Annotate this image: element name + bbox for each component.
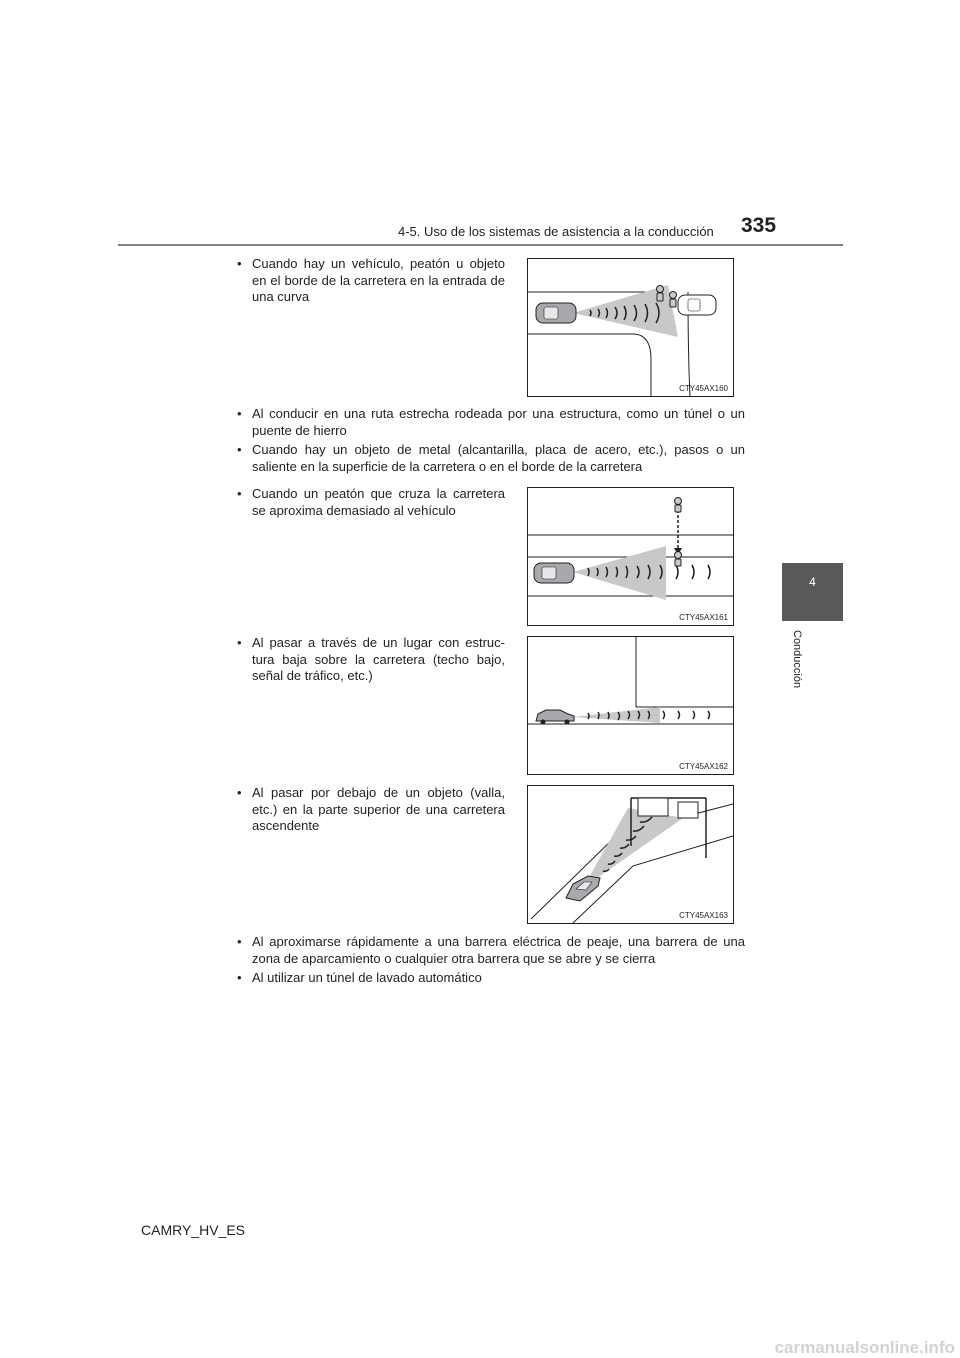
svg-text:carmanualsonline.info: carmanualsonline.info — [774, 1338, 955, 1357]
figure-code: CTY45AX163 — [679, 911, 728, 920]
uphill-overhead-illustration — [528, 786, 733, 923]
watermark-logo — [750, 1336, 960, 1358]
list-item-text: Al aproximarse rápidamente a una barrera eléctrica de peaje, una barrera de una zona de aparcamiento o cualquier otra barrera que se abre y se cierra — [252, 934, 745, 966]
model-code: CAMRY_HV_ES — [141, 1222, 246, 1238]
figure-code: CTY45AX161 — [679, 613, 728, 622]
list-item — [237, 442, 745, 475]
overhead-sign-icon — [638, 798, 668, 816]
chapter-tab — [782, 563, 843, 621]
bullet-marker: • — [237, 934, 242, 949]
list-item-text: Cuando hay un objeto de metal (alcantarilla, placa de acero, etc.), pasos o un saliente en la superficie de la carretera o en el borde de la carretera — [252, 442, 745, 474]
figure-crossing-pedestrian — [527, 487, 734, 626]
overhead-sign-icon — [678, 802, 698, 818]
figure-low-structure — [527, 636, 734, 775]
list-item-text: Al pasar por debajo de un objeto (valla, etc.) en la parte superior de una carretera ascendente — [252, 785, 505, 833]
bullet-marker: • — [237, 256, 242, 271]
crossing-pedestrian-illustration — [528, 488, 733, 625]
own-vehicle-icon — [536, 710, 574, 721]
list-item — [237, 635, 505, 685]
bullet-marker: • — [237, 970, 242, 985]
bullet-marker: • — [237, 486, 242, 501]
page-number: 335 — [741, 214, 777, 237]
header-divider — [118, 244, 843, 246]
list-item — [237, 785, 505, 835]
figure-uphill-overhead — [527, 785, 734, 924]
list-item — [237, 970, 745, 987]
list-item-text: Cuando un peatón que cruza la carretera se aproxima demasiado al vehículo — [252, 486, 505, 518]
list-item — [237, 406, 745, 439]
list-item-text: Cuando hay un vehículo, peatón u objeto en el borde de la carretera en la entrada de una curva — [252, 256, 505, 304]
list-item — [237, 486, 505, 519]
bullet-marker: • — [237, 442, 242, 457]
bullet-marker: • — [237, 406, 242, 421]
list-item-text: Al conducir en una ruta estrecha rodeada por una estructura, como un túnel o un puente de hierro — [252, 406, 745, 438]
list-item-text: Al pasar a través de un lugar con estruc-tura baja sobre la carretera (techo bajo, señal de tráfico, etc.) — [252, 635, 505, 683]
figure-curve-entrance — [527, 258, 734, 397]
figure-code: CTY45AX160 — [679, 384, 728, 393]
list-item — [237, 934, 745, 967]
curve-illustration — [528, 259, 733, 396]
list-item-text: Al utilizar un túnel de lavado automático — [252, 970, 482, 985]
chapter-number: 4 — [809, 575, 816, 589]
chapter-label: Conducción — [791, 630, 803, 689]
low-structure-illustration — [528, 637, 733, 774]
list-item — [237, 256, 505, 306]
bullet-marker: • — [237, 785, 242, 800]
figure-code: CTY45AX162 — [679, 762, 728, 771]
section-title: 4-5. Uso de los sistemas de asistencia a la conducción — [398, 224, 714, 239]
bullet-marker: • — [237, 635, 242, 650]
